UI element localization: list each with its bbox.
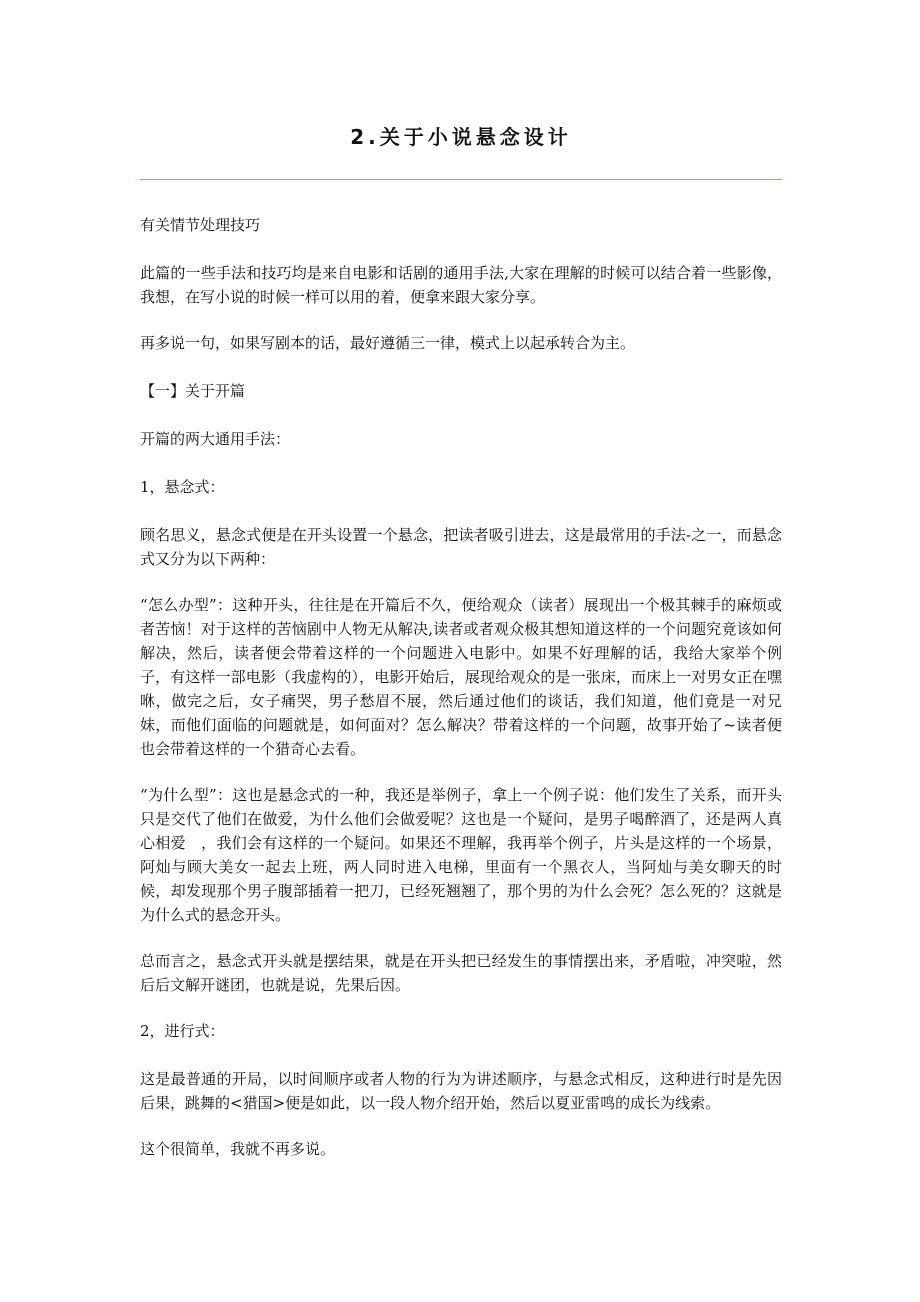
- paragraph-method-1-heading: 1，悬念式：: [140, 478, 225, 496]
- paragraph-suspense-definition: 顾名思义，悬念式便是在开头设置一个悬念，把读者吸引进去，这是最常用的手法-之一，而悬念式又分为以下两种：: [140, 526, 782, 568]
- paragraph-closing: 这个很简单，我就不再多说。: [140, 1140, 336, 1158]
- paragraph-what-to-do-type: “怎么办型”：这种开头，往往是在开篇后不久，便给观众（读者）展现出一个极其棘手的麻烦或者苦恼！对于这样的苦恼剧中人物无从解决,读者或者观众极其想知道这样的一个问题究竟该如何解决，然后，读者便会带着这样的一个问题进入电影中。如果不好理解的话，我给大家举个例子，有这样一部电影（我虚构的），电影开始后，展现给观众的是一张床，而床上一对男女正在嘿咻，做完之后，女子痛哭，男子愁眉不展，然后通过他们的谈话，我们知道，他们竟是一对兄妹，而他们面临的问题就是，如何面对？怎么解决？带着这样的一个问题，故事开始了~读者便也会带着这样的一个猎奇心去看。: [140, 596, 782, 758]
- paragraph-method-2-heading: 2，进行式：: [140, 1022, 225, 1040]
- document-body: [140, 213, 782, 1185]
- paragraph-progressive-definition: 这是最普通的开局，以时间顺序或者人物的行为为讲述顺序，与悬念式相反，这种进行时是先因后果，跳舞的<猎国>便是如此，以一段人物介绍开始，然后以夏亚雷鸣的成长为线索。: [140, 1070, 782, 1112]
- title-divider: [140, 179, 782, 180]
- paragraph-part-heading: 【一】关于开篇: [140, 382, 246, 400]
- paragraph-suspense-summary: 总而言之，悬念式开头就是摆结果，就是在开头把已经发生的事情摆出来，矛盾啦，冲突啦，然后后文解开谜团，也就是说，先果后因。: [140, 952, 782, 994]
- paragraph-section-heading: 有关情节处理技巧: [140, 216, 261, 234]
- page-title: 2.关于小说悬念设计: [350, 125, 572, 149]
- paragraph-intro: 此篇的一些手法和技巧均是来自电影和话剧的通用手法,大家在理解的时候可以结合着一些影像，我想，在写小说的时候一样可以用的着，便拿来跟大家分享。: [140, 264, 782, 306]
- paragraph-methods-heading: 开篇的两大通用手法：: [140, 430, 291, 448]
- paragraph-why-type: “为什么型”：这也是悬念式的一种，我还是举例子，拿上一个例子说：他们发生了关系，而开头只是交代了他们在做爱，为什么他们会做爱呢？这也是一个疑问，是男子喝醉酒了，还是两人真心相爱 ，我们会有这样的一个疑问。如果还不理解，我再举个例子，片头是这样的一个场景，阿灿与顾大美女一起去上班，两人同时进入电梯，里面有一个黑衣人，当阿灿与美女聊天的时候，却发现那个男子腹部插着一把刀，已经死翘翘了，那个男的为什么会死？怎么死的？这就是为什么式的悬念开头。: [140, 786, 782, 924]
- paragraph-note: 再多说一句，如果写剧本的话，最好遵循三一律，模式上以起承转合为主。: [140, 334, 636, 352]
